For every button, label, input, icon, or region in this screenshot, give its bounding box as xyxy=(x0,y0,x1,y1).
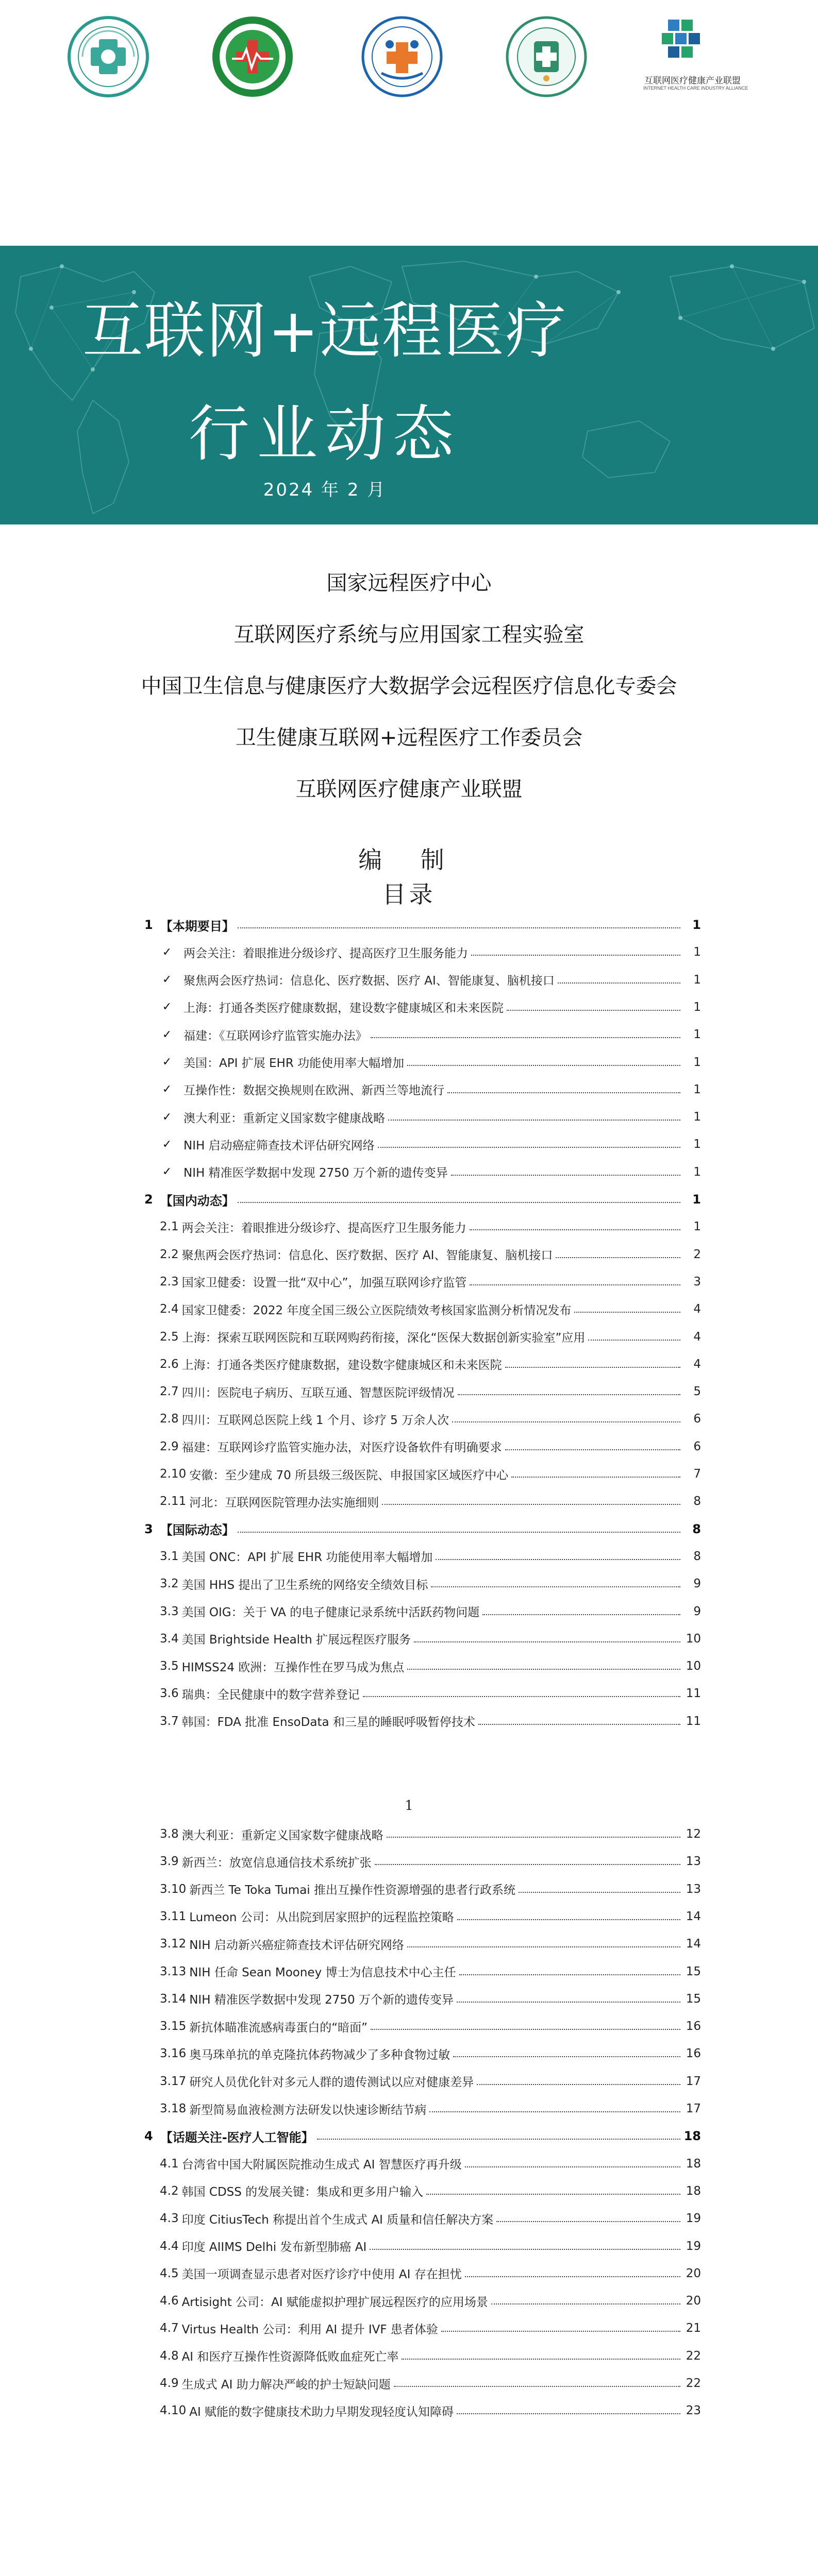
toc-entry-label: HIMSS24 欧洲：互操作性在罗马成为焦点 xyxy=(181,1660,405,1674)
toc-entry-label: 新抗体瞄准流感病毒蛋白的“暗面” xyxy=(189,2021,368,2035)
toc-entry-number: 3.13 xyxy=(160,1964,187,1978)
toc-entry-row[interactable] xyxy=(144,1052,701,1073)
toc-entry-label: 新型简易血液检测方法研发以快速诊断结节病 xyxy=(189,2103,427,2117)
toc-entry-label: NIH 精准医学数据中发现 2750 万个新的遗传变异 xyxy=(189,1993,454,2007)
logo-internet-health-care-industry-alliance xyxy=(639,15,748,98)
checkmark-icon: ✓ xyxy=(162,1110,172,1124)
toc-dot-leader xyxy=(447,1092,680,1093)
toc-dot-leader xyxy=(457,1919,680,1920)
toc-entry-row[interactable] xyxy=(144,1934,701,1954)
toc-page-number: 9 xyxy=(693,1577,701,1591)
toc-entry-number: 4.9 xyxy=(160,2377,179,2390)
toc-page-number: 1 xyxy=(693,1110,701,1124)
toc-entry-number: 3.18 xyxy=(160,2102,187,2115)
toc-entry-row[interactable] xyxy=(144,2373,701,2394)
toc-page-number: 15 xyxy=(686,1992,701,2006)
toc-dot-leader xyxy=(387,1837,680,1838)
toc-entry-number: 4.5 xyxy=(160,2266,179,2280)
toc-entry-number: 2.5 xyxy=(160,1330,179,1344)
toc-entry-label: 美国一项调查显示患者对医疗诊疗中使用 AI 存在担忧 xyxy=(181,2268,462,2282)
toc-entry-number: 4.2 xyxy=(160,2184,179,2198)
toc-entry-label: 台湾省中国大附属医院推动生成式 AI 智慧医疗再升级 xyxy=(181,2158,462,2172)
toc-entry-row[interactable] xyxy=(144,2154,701,2174)
toc-entry-row[interactable] xyxy=(144,1961,701,1982)
toc-entry-number: 4.6 xyxy=(160,2294,179,2308)
toc-entry-label: 印度 AIIMS Delhi 发布新型肺癌 AI xyxy=(181,2241,367,2254)
toc-entry-number: 3.8 xyxy=(160,1827,179,1841)
toc-entry-label: 新西兰 Te Toka Tumai 推出互操作性资源增强的患者行政系统 xyxy=(189,1884,515,1897)
toc-dot-leader xyxy=(414,1641,680,1642)
checkmark-icon: ✓ xyxy=(162,973,172,987)
toc-page-number: 14 xyxy=(686,1937,701,1951)
compile-label: 编 制 xyxy=(358,846,460,874)
toc-page-number: 11 xyxy=(686,1714,701,1728)
toc-entry-number: 3.2 xyxy=(160,1577,179,1591)
checkmark-icon: ✓ xyxy=(162,1001,172,1014)
toc-entry-number: 3.16 xyxy=(160,2047,187,2061)
toc-entry-row[interactable] xyxy=(144,2291,701,2311)
toc-dot-leader xyxy=(436,1559,680,1560)
toc-entry-row[interactable] xyxy=(144,2263,701,2284)
toc-entry-number: 4.10 xyxy=(160,2404,187,2418)
toc-entry-row[interactable] xyxy=(144,1409,701,1429)
toc-entry-number: 3.9 xyxy=(160,1855,179,1869)
toc-entry-row[interactable] xyxy=(144,970,701,990)
toc-dot-leader xyxy=(407,1946,680,1947)
toc-entry-label: 韩国：FDA 批准 EnsoData 和三星的睡眠呼吸暂停技术 xyxy=(181,1716,475,1730)
toc-entry-number: 1 xyxy=(144,918,153,932)
toc-page-number: 1 xyxy=(693,1028,701,1042)
toc-dot-leader xyxy=(470,1229,680,1230)
toc-entry-number: 4.8 xyxy=(160,2349,179,2363)
toc-entry-number: 2.8 xyxy=(160,1412,179,1426)
toc-entry-number: 3.15 xyxy=(160,2020,187,2033)
toc-entry-label: 两会关注：着眼推进分级诊疗、提高医疗卫生服务能力 xyxy=(181,1221,466,1235)
toc-page-number: 22 xyxy=(686,2349,701,2363)
banner-date: 2024 年 2 月 xyxy=(263,480,387,500)
toc-dot-leader xyxy=(371,1037,681,1038)
toc-dot-leader xyxy=(505,1367,680,1368)
toc-entry-label: 【本期要目】 xyxy=(160,919,235,934)
toc-page-number: 1 xyxy=(693,1220,701,1234)
toc-entry-row[interactable] xyxy=(144,2043,701,2064)
toc-page-number: 17 xyxy=(686,2102,701,2115)
toc-dot-leader xyxy=(556,1257,680,1258)
toc-dot-leader xyxy=(317,2139,680,2140)
toc-entry-row[interactable] xyxy=(144,997,701,1018)
toc-entry-number: 3.14 xyxy=(160,1992,187,2006)
toc-entry-row[interactable] xyxy=(144,2098,701,2119)
toc-entry-row[interactable] xyxy=(144,1381,701,1402)
toc-entry-label: AI 和医疗互操作性资源降低败血症死亡率 xyxy=(181,2350,399,2364)
toc-page-number: 1 xyxy=(693,1138,701,1151)
checkmark-icon: ✓ xyxy=(162,1056,172,1069)
toc-entry-label: 美国 OIG：关于 VA 的电子健康记录系统中活跃药物问题 xyxy=(181,1606,480,1619)
toc-entry-label: NIH 启动新兴癌症筛查技术评估研究网络 xyxy=(189,1938,404,1952)
toc-dot-leader xyxy=(519,1892,680,1893)
org-line-1: 国家远程医疗中心 xyxy=(326,571,492,595)
org-line-4: 卫生健康互联网+远程医疗工作委员会 xyxy=(235,726,583,750)
toc-entry-row[interactable] xyxy=(144,1879,701,1900)
toc-entry-number: 4.7 xyxy=(160,2321,179,2335)
toc-entry-row[interactable] xyxy=(144,1656,701,1676)
toc-entry-label: NIH 启动癌症筛查技术评估研究网络 xyxy=(183,1139,375,1153)
toc-entry-row[interactable] xyxy=(144,2400,701,2421)
toc-entry-row[interactable] xyxy=(144,1024,701,1045)
logo-telemedicine-committee xyxy=(361,15,443,98)
toc-dot-leader xyxy=(429,2111,680,2112)
toc-entry-label: AI 赋能的数字健康技术助力早期发现轻度认知障碍 xyxy=(189,2405,454,2419)
toc-entry-label: Lumeon 公司：从出院到居家照护的远程监控策略 xyxy=(189,1911,454,1925)
toc-entry-label: 美国 Brightside Health 扩展远程医疗服务 xyxy=(181,1633,411,1647)
toc-dot-leader xyxy=(459,1974,681,1975)
checkmark-icon: ✓ xyxy=(162,945,172,959)
toc-dot-leader xyxy=(238,1202,680,1203)
toc-entry-number: 2.11 xyxy=(160,1495,187,1509)
toc-entry-row[interactable] xyxy=(144,1354,701,1375)
toc-section-row[interactable] xyxy=(144,1519,701,1539)
toc-entry-row[interactable] xyxy=(144,1134,701,1155)
toc-entry-label: 上海：打通各类医疗健康数据，建设数字健康城区和未来医院 xyxy=(183,1002,504,1015)
toc-entry-number: 2.7 xyxy=(160,1385,179,1399)
toc-entry-row[interactable] xyxy=(144,1711,701,1732)
toc-dot-leader xyxy=(482,1614,680,1615)
toc-page-number: 1 xyxy=(693,945,701,959)
toc-section-row[interactable] xyxy=(144,2126,701,2146)
toc-entry-number: 3.17 xyxy=(160,2074,187,2088)
toc-dot-leader xyxy=(431,1586,680,1587)
toc-entry-row[interactable] xyxy=(144,1989,701,2009)
toc-dot-leader xyxy=(457,2413,680,2414)
toc-dot-leader xyxy=(451,1175,680,1176)
toc-page-number: 4 xyxy=(693,1330,701,1344)
toc-entry-number: 2.4 xyxy=(160,1302,179,1316)
toc-entry-label: 澳大利亚：重新定义国家数字健康战略 xyxy=(181,1828,383,1842)
toc-entry-label: 聚焦两会医疗热词：信息化、医疗数据、医疗 AI、智能康复、脑机接口 xyxy=(183,974,555,988)
toc-dot-leader xyxy=(453,2056,680,2057)
toc-page-number: 1 xyxy=(693,1000,701,1014)
toc-page-number: 23 xyxy=(686,2404,701,2418)
toc-entry-row[interactable] xyxy=(144,2346,701,2366)
toc-page-number: 16 xyxy=(686,2047,701,2061)
toc-entry-number: 4 xyxy=(144,2129,153,2144)
alliance-logo-caption: 互联网医疗健康产业联盟 xyxy=(644,76,741,86)
toc-page-number: 1 xyxy=(693,1165,701,1179)
toc-page-number: 8 xyxy=(693,1495,701,1509)
toc-dot-leader xyxy=(457,2002,680,2003)
org-line-3: 中国卫生信息与健康医疗大数据学会远程医疗信息化专委会 xyxy=(141,674,677,698)
toc-entry-number: 3.1 xyxy=(160,1549,179,1563)
toc-entry-label: Virtus Health 公司：利用 AI 提升 IVF 患者体验 xyxy=(181,2323,438,2336)
toc-entry-label: 【国际动态】 xyxy=(160,1523,235,1538)
toc-entry-number: 3.3 xyxy=(160,1604,179,1618)
toc-entry-label: 河北：互联网医院管理办法实施细则 xyxy=(189,1496,379,1510)
toc-entry-label: 上海：打通各类医疗健康数据，建设数字健康城区和未来医院 xyxy=(181,1359,502,1372)
toc-dot-leader xyxy=(477,2084,680,2085)
toc-entry-number: 2 xyxy=(144,1192,153,1207)
toc-dot-leader xyxy=(558,982,680,984)
toc-dot-leader xyxy=(378,1147,680,1148)
toc-dot-leader xyxy=(382,1504,680,1505)
toc-entry-row[interactable] xyxy=(144,1824,701,1844)
toc-entry-label: 瑞典：全民健康中的数字营养登记 xyxy=(181,1688,360,1702)
checkmark-icon: ✓ xyxy=(162,1138,172,1151)
alliance-logo-subcaption: INTERNET HEALTH CARE INDUSTRY ALLIANCE xyxy=(643,86,748,91)
toc-entry-row[interactable] xyxy=(144,1216,701,1237)
toc-page-number: 14 xyxy=(686,1909,701,1923)
logo-strip xyxy=(0,15,818,103)
toc-page-number: 1 xyxy=(693,1082,701,1096)
toc-dot-leader xyxy=(458,1394,680,1395)
toc-page-number: 18 xyxy=(686,2157,701,2171)
toc-page-number: 1 xyxy=(693,1055,701,1069)
toc-entry-row[interactable] xyxy=(144,1629,701,1649)
toc-entry-label: 澳大利亚：重新定义国家数字健康战略 xyxy=(183,1111,385,1125)
toc-page-number: 1 xyxy=(693,973,701,987)
page-number: 1 xyxy=(405,1798,413,1814)
toc-dot-leader xyxy=(426,2194,680,2195)
toc-entry-number: 3.12 xyxy=(160,1937,187,1951)
toc-page-number: 18 xyxy=(683,2129,701,2144)
toc-entry-number: 4.4 xyxy=(160,2239,179,2253)
toc-dot-leader xyxy=(402,2359,680,2360)
toc-entry-label: 新西兰：放宽信息通信技术系统扩张 xyxy=(181,1856,372,1870)
toc-page-number: 19 xyxy=(686,2239,701,2253)
toc-entry-number: 2.9 xyxy=(160,1439,179,1453)
toc-entry-label: 美国 HHS 提出了卫生系统的网络安全绩效目标 xyxy=(181,1578,428,1592)
toc-entry-row[interactable] xyxy=(144,2236,701,2257)
toc-entry-number: 2.3 xyxy=(160,1275,179,1289)
org-line-2: 互联网医疗系统与应用国家工程实验室 xyxy=(233,623,585,647)
toc-entry-row[interactable] xyxy=(144,1436,701,1457)
toc-entry-row[interactable] xyxy=(144,1683,701,1704)
toc-dot-leader xyxy=(507,1010,680,1011)
toc-entry-label: 生成式 AI 助力解决严峻的护士短缺问题 xyxy=(181,2378,391,2392)
toc-page-number: 18 xyxy=(686,2184,701,2198)
toc-page-number: 19 xyxy=(686,2212,701,2226)
toc-dot-leader xyxy=(375,1864,680,1865)
toc-page-number: 20 xyxy=(686,2266,701,2280)
toc-entry-label: 四川：互联网总医院上线 1 个月、诊疗 5 万余人次 xyxy=(181,1413,449,1427)
cover-banner xyxy=(0,246,818,524)
toc-page-number: 15 xyxy=(686,1964,701,1978)
toc-dot-leader xyxy=(363,1696,680,1697)
toc-page-number: 9 xyxy=(693,1604,701,1618)
toc-dot-leader xyxy=(496,2221,680,2222)
checkmark-icon: ✓ xyxy=(162,1165,172,1179)
toc-dot-leader xyxy=(388,1120,680,1121)
toc-entry-row[interactable] xyxy=(144,942,701,962)
toc-dot-leader xyxy=(511,1477,680,1478)
toc-page-number: 7 xyxy=(693,1467,701,1481)
toc-entry-row[interactable] xyxy=(144,1079,701,1100)
toc-dot-leader xyxy=(452,1421,680,1422)
toc-entry-label: 福建：《互联网诊疗监管实施办法》 xyxy=(183,1029,368,1043)
toc-entry-label: 国家卫健委：设置一批“双中心”，加强互联网诊疗监管 xyxy=(181,1276,467,1290)
toc-page-number: 13 xyxy=(686,1882,701,1896)
toc-dot-leader xyxy=(470,1284,680,1285)
banner-title-line2: 行业动态 xyxy=(188,398,461,469)
toc-dot-leader xyxy=(370,2249,680,2250)
org-line-5: 互联网医疗健康产业联盟 xyxy=(295,777,523,801)
toc-dot-leader xyxy=(407,1065,680,1066)
toc-entry-row[interactable] xyxy=(144,1299,701,1319)
toc-entry-row[interactable] xyxy=(144,1464,701,1484)
toc-entry-number: 4.1 xyxy=(160,2157,179,2171)
toc-entry-number: 2.10 xyxy=(160,1467,187,1481)
toc-entry-number: 4.3 xyxy=(160,2212,179,2226)
toc-entry-row[interactable] xyxy=(144,1491,701,1512)
toc-page-number: 4 xyxy=(693,1357,701,1371)
toc-section-row[interactable] xyxy=(144,1189,701,1210)
toc-dot-leader xyxy=(471,955,680,956)
toc-entry-label: 【话题关注-医疗人工智能】 xyxy=(160,2130,314,2145)
toc-entry-row[interactable] xyxy=(144,2318,701,2338)
toc-entry-label: 研究人员优化针对多元人群的遗传测试以应对健康差异 xyxy=(189,2076,474,2090)
toc-section-row[interactable] xyxy=(144,914,701,935)
toc-entry-label: 安徽：至少建成 70 所县级三级医院、申报国家区域医疗中心 xyxy=(189,1468,509,1482)
toc-page-number: 5 xyxy=(693,1385,701,1399)
toc-page-number: 17 xyxy=(686,2074,701,2088)
toc-dot-leader xyxy=(491,2303,680,2304)
toc-dot-leader xyxy=(505,1449,680,1450)
toc-entry-row[interactable] xyxy=(144,2071,701,2092)
toc-entry-label: Artisight 公司：AI 赋能虚拟护理扩展远程医疗的应用场景 xyxy=(181,2295,488,2309)
toc-entry-label: 两会关注：着眼推进分级诊疗、提高医疗卫生服务能力 xyxy=(183,946,468,960)
toc-entry-label: 韩国 CDSS 的发展关键：集成和更多用户输入 xyxy=(181,2185,424,2199)
toc-dot-leader xyxy=(394,2386,680,2387)
toc-page-number: 21 xyxy=(686,2321,701,2335)
toc-entry-label: NIH 任命 Sean Mooney 博士为信息技术中心主任 xyxy=(189,1966,456,1979)
toc-title: 目录 xyxy=(382,880,436,908)
toc-page-number: 10 xyxy=(686,1659,701,1673)
toc-entry-label: 互操作性：数据交换规则在欧洲、新西兰等地流行 xyxy=(183,1084,444,1098)
toc-dot-leader xyxy=(465,2276,680,2277)
toc-page-number: 12 xyxy=(686,1827,701,1841)
toc-entry-row[interactable] xyxy=(144,1546,701,1567)
toc-dot-leader xyxy=(478,1724,680,1725)
toc-dot-leader xyxy=(588,1340,680,1341)
toc-entry-label: 国家卫健委：2022 年度全国三级公立医院绩效考核国家监测分析情况发布 xyxy=(181,1303,572,1317)
toc-entry-label: 印度 CitiusTech 称提出首个生成式 AI 质量和信任解决方案 xyxy=(181,2213,494,2227)
toc-dot-leader xyxy=(238,1532,680,1533)
toc-page-number: 8 xyxy=(692,1521,701,1536)
toc-entry-number: 3.10 xyxy=(160,1882,187,1896)
toc-dot-leader xyxy=(407,1669,680,1670)
toc-page-number: 1 xyxy=(692,918,701,932)
checkmark-icon: ✓ xyxy=(162,1083,172,1096)
toc-entry-label: 福建：互联网诊疗监管实施办法，对医疗设备软件有明确要求 xyxy=(181,1441,502,1455)
toc-page-number: 2 xyxy=(693,1247,701,1261)
toc-entry-row[interactable] xyxy=(144,2181,701,2201)
toc-entry-row[interactable] xyxy=(144,1327,701,1347)
banner-title-line1: 互联网+远程医疗 xyxy=(82,295,567,366)
toc-entry-row[interactable] xyxy=(144,1244,701,1265)
logo-internet-telemedicine-committee xyxy=(505,15,588,98)
toc-entry-label: 奥马珠单抗的单克隆抗体药物减少了多种食物过敏 xyxy=(189,2048,450,2062)
toc-entry-number: 3 xyxy=(144,1521,153,1536)
toc-page-number: 22 xyxy=(686,2377,701,2390)
toc-entry-label: 上海：探索互联网医院和互联网购药衔接，深化“医保大数据创新实验室”应用 xyxy=(181,1331,586,1345)
toc-entry-label: 美国 ONC：API 扩展 EHR 功能使用率大幅增加 xyxy=(181,1551,433,1565)
toc-page-number: 8 xyxy=(693,1549,701,1563)
toc-entry-number: 3.5 xyxy=(160,1659,179,1673)
toc-page-number: 16 xyxy=(686,2020,701,2033)
toc-entry-number: 2.6 xyxy=(160,1357,179,1371)
toc-entry-number: 3.11 xyxy=(160,1909,187,1923)
toc-page-number: 1 xyxy=(692,1192,701,1207)
toc-dot-leader xyxy=(238,927,680,928)
toc-entry-row[interactable] xyxy=(144,1601,701,1622)
toc-entry-number: 2.2 xyxy=(160,1247,179,1261)
toc-page-number: 6 xyxy=(693,1412,701,1426)
toc-entry-row[interactable] xyxy=(144,1272,701,1292)
logo-internet-medical-lab xyxy=(211,15,294,98)
checkmark-icon: ✓ xyxy=(162,1028,172,1041)
toc-entry-row[interactable] xyxy=(144,1162,701,1182)
toc-entry-number: 3.7 xyxy=(160,1714,179,1728)
toc-entry-label: 聚焦两会医疗热词：信息化、医疗数据、医疗 AI、智能康复、脑机接口 xyxy=(181,1249,553,1263)
toc-entry-label: NIH 精准医学数据中发现 2750 万个新的遗传变异 xyxy=(183,1166,448,1180)
toc-page-number: 10 xyxy=(686,1632,701,1646)
toc-page-number: 6 xyxy=(693,1439,701,1453)
toc-entry-label: 美国：API 扩展 EHR 功能使用率大幅增加 xyxy=(183,1057,405,1070)
toc-dot-leader xyxy=(441,2331,680,2332)
toc-entry-label: 四川：医院电子病历、互联互通、智慧医院评级情况 xyxy=(181,1386,455,1400)
toc-entry-row[interactable] xyxy=(144,2208,701,2229)
toc-entry-row[interactable] xyxy=(144,2016,701,2037)
toc-entry-row[interactable] xyxy=(144,1906,701,1927)
toc-page-number: 20 xyxy=(686,2294,701,2308)
toc-page-number: 4 xyxy=(693,1302,701,1316)
toc-entry-label: 【国内动态】 xyxy=(160,1193,235,1208)
toc-dot-leader xyxy=(371,2029,680,2030)
toc-page-number: 11 xyxy=(686,1687,701,1701)
toc-entry-number: 2.1 xyxy=(160,1220,179,1234)
toc-entry-number: 3.6 xyxy=(160,1687,179,1701)
toc-page-number: 3 xyxy=(693,1275,701,1289)
toc-dot-leader xyxy=(574,1312,680,1313)
toc-dot-leader xyxy=(465,2166,680,2167)
toc-entry-row[interactable] xyxy=(144,1851,701,1872)
toc-page-number: 13 xyxy=(686,1855,701,1869)
toc-entry-number: 3.4 xyxy=(160,1632,179,1646)
toc-entry-row[interactable] xyxy=(144,1573,701,1594)
toc-entry-row[interactable] xyxy=(144,1107,701,1127)
logo-national-telemedicine-center xyxy=(67,15,149,98)
